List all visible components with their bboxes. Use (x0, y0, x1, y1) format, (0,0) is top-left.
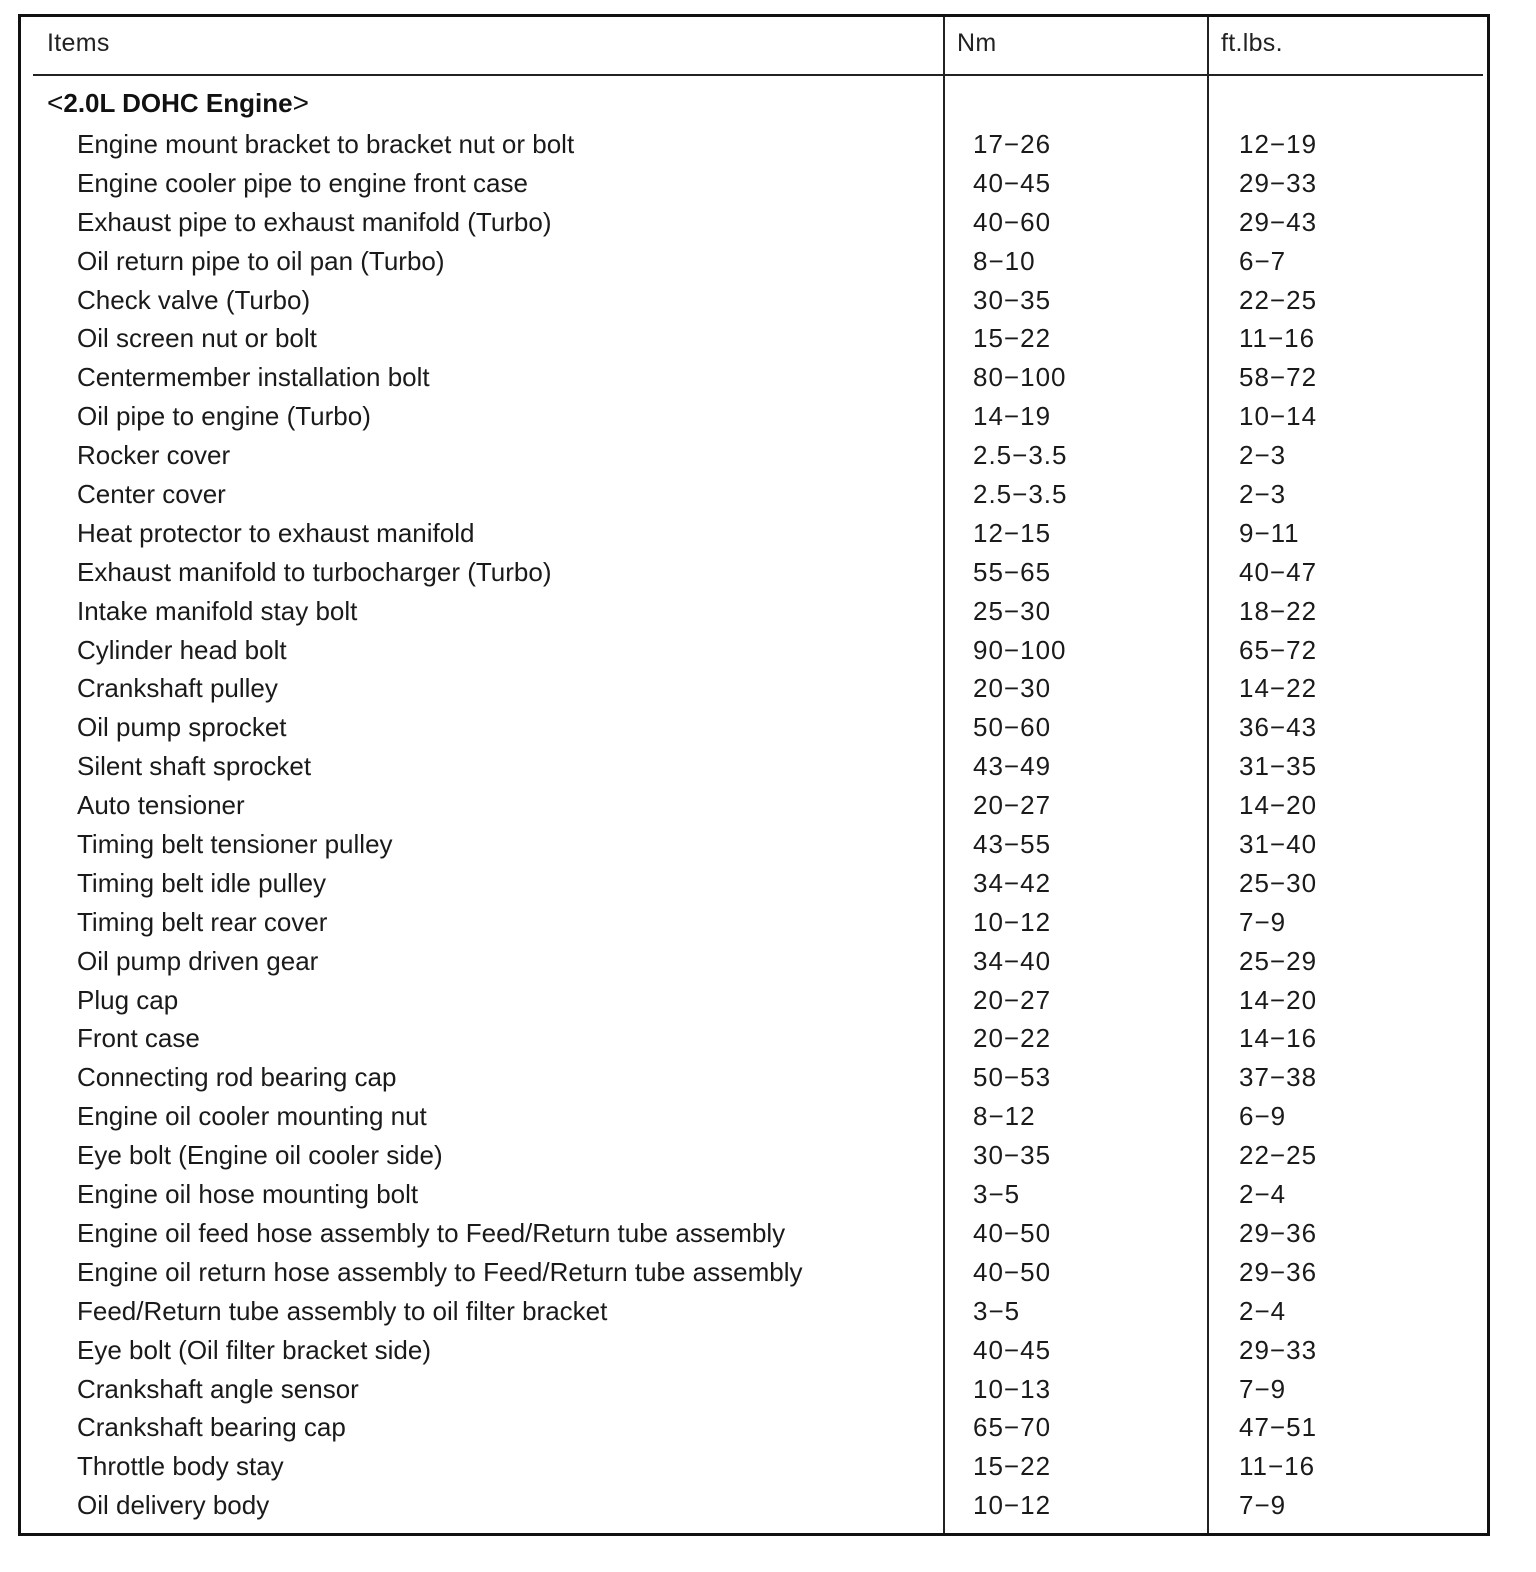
header-ftlbs: ft.lbs. (1221, 29, 1283, 57)
ftlbs-cell: 58−72 (1239, 362, 1318, 393)
table-row (21, 514, 1487, 553)
ftlbs-cell: 7−9 (1239, 1373, 1287, 1404)
header-nm: Nm (957, 29, 997, 57)
item-cell: Engine oil return hose assembly to Feed/Return tube assembly (77, 1256, 803, 1287)
ftlbs-cell: 14−20 (1239, 790, 1318, 821)
item-cell: Oil screen nut or bolt (77, 323, 317, 354)
table-row (21, 747, 1487, 786)
ftlbs-cell: 2−3 (1239, 440, 1287, 471)
table-row (21, 1214, 1487, 1253)
ftlbs-cell: 14−20 (1239, 984, 1318, 1015)
nm-cell: 10−13 (973, 1373, 1052, 1404)
nm-cell: 17−26 (973, 129, 1052, 159)
nm-cell: 90−100 (973, 634, 1067, 665)
item-cell: Centermember installation bolt (77, 362, 430, 393)
table-row (21, 592, 1487, 631)
table-row (21, 1292, 1487, 1331)
ftlbs-cell: 10−14 (1239, 401, 1318, 432)
ftlbs-cell: 47−51 (1239, 1412, 1318, 1443)
item-cell: Timing belt idle pulley (77, 867, 327, 898)
item-cell: Crankshaft pulley (77, 673, 278, 704)
table-row (21, 1447, 1487, 1486)
nm-cell: 8−12 (973, 1101, 1036, 1132)
table-row (21, 397, 1487, 436)
nm-cell: 10−12 (973, 1490, 1052, 1521)
nm-cell: 15−22 (973, 323, 1052, 354)
nm-cell: 20−27 (973, 984, 1052, 1015)
item-cell: Heat protector to exhaust manifold (77, 517, 475, 548)
nm-cell: 50−53 (973, 1062, 1052, 1093)
ftlbs-cell: 25−30 (1239, 867, 1318, 898)
ftlbs-cell: 31−40 (1239, 829, 1318, 860)
nm-cell: 30−35 (973, 284, 1052, 315)
nm-cell: 14−19 (973, 401, 1052, 432)
table-row (21, 1019, 1487, 1058)
nm-cell: 20−22 (973, 1023, 1052, 1054)
item-cell: Front case (77, 1023, 200, 1054)
table-row (21, 319, 1487, 358)
nm-cell: 40−45 (973, 167, 1052, 198)
ftlbs-cell: 18−22 (1239, 595, 1318, 626)
item-cell: Eye bolt (Engine oil cooler side) (77, 1140, 443, 1171)
item-cell: Rocker cover (77, 440, 231, 471)
nm-cell: 34−40 (973, 945, 1052, 976)
table-row (21, 203, 1487, 242)
nm-cell: 40−50 (973, 1256, 1052, 1287)
ftlbs-cell: 9−11 (1239, 517, 1300, 548)
nm-cell: 25−30 (973, 595, 1052, 626)
header-items: Items (47, 29, 110, 57)
nm-cell: 55−65 (973, 556, 1052, 587)
table-row (21, 1253, 1487, 1292)
table-row (21, 786, 1487, 825)
table-row (21, 358, 1487, 397)
item-cell: Oil pipe to engine (Turbo) (77, 401, 371, 432)
ftlbs-cell: 29−33 (1239, 1334, 1318, 1365)
ftlbs-cell: 11−16 (1239, 323, 1316, 354)
ftlbs-cell: 25−29 (1239, 945, 1318, 976)
nm-cell: 40−50 (973, 1217, 1052, 1248)
ftlbs-cell: 7−9 (1239, 906, 1287, 937)
item-cell: Connecting rod bearing cap (77, 1062, 397, 1093)
ftlbs-cell: 7−9 (1239, 1490, 1287, 1521)
nm-cell: 80−100 (973, 362, 1067, 393)
item-cell: Auto tensioner (77, 790, 245, 821)
table-row (21, 281, 1487, 320)
nm-cell: 2.5−3.5 (973, 440, 1068, 471)
ftlbs-cell: 14−16 (1239, 1023, 1318, 1054)
item-cell: Oil pump sprocket (77, 712, 287, 743)
table-row (21, 1408, 1487, 1447)
item-cell: Exhaust manifold to turbocharger (Turbo) (77, 556, 552, 587)
ftlbs-cell: 29−33 (1239, 167, 1318, 198)
ftlbs-cell: 12−19 (1239, 129, 1318, 159)
ftlbs-cell: 11−16 (1239, 1451, 1316, 1482)
item-cell: Timing belt tensioner pulley (77, 829, 393, 860)
item-cell: Intake manifold stay bolt (77, 595, 358, 626)
table-row (21, 1370, 1487, 1409)
item-cell: Feed/Return tube assembly to oil filter bracket (77, 1295, 608, 1326)
nm-cell: 15−22 (973, 1451, 1052, 1482)
nm-cell: 8−10 (973, 245, 1036, 276)
ftlbs-cell: 40−47 (1239, 556, 1318, 587)
nm-cell: 50−60 (973, 712, 1052, 743)
item-cell: Check valve (Turbo) (77, 284, 311, 315)
table-row (21, 125, 1487, 164)
ftlbs-cell: 6−7 (1239, 245, 1287, 276)
table-row (21, 1097, 1487, 1136)
table-row (21, 475, 1487, 514)
section-bracket-open: < (47, 87, 64, 118)
item-cell: Center cover (77, 479, 226, 510)
table-row (21, 864, 1487, 903)
table-row (21, 631, 1487, 670)
item-cell: Throttle body stay (77, 1451, 284, 1482)
nm-cell: 30−35 (973, 1140, 1052, 1171)
item-cell: Engine oil cooler mounting nut (77, 1101, 427, 1132)
nm-cell: 43−55 (973, 829, 1052, 860)
table-row (21, 164, 1487, 203)
item-cell: Engine mount bracket to bracket nut or bolt (77, 129, 575, 159)
ftlbs-cell: 65−72 (1239, 634, 1318, 665)
ftlbs-cell: 14−22 (1239, 673, 1318, 704)
table-body (21, 125, 1487, 1525)
item-cell: Plug cap (77, 984, 179, 1015)
item-cell: Eye bolt (Oil filter bracket side) (77, 1334, 432, 1365)
nm-cell: 40−60 (973, 206, 1052, 237)
section-bracket-close: > (292, 87, 309, 118)
item-cell: Silent shaft sprocket (77, 751, 312, 782)
table-row (21, 1486, 1487, 1525)
nm-cell: 20−30 (973, 673, 1052, 704)
table-row (21, 708, 1487, 747)
ftlbs-cell: 37−38 (1239, 1062, 1318, 1093)
table-row (21, 1058, 1487, 1097)
ftlbs-cell: 29−43 (1239, 206, 1318, 237)
nm-cell: 34−42 (973, 867, 1052, 898)
ftlbs-cell: 22−25 (1239, 284, 1318, 315)
item-cell: Engine oil hose mounting bolt (77, 1179, 419, 1210)
ftlbs-cell: 31−35 (1239, 751, 1318, 782)
item-cell: Engine oil feed hose assembly to Feed/Return tube assembly (77, 1217, 786, 1248)
item-cell: Crankshaft angle sensor (77, 1373, 359, 1404)
nm-cell: 12−15 (973, 517, 1052, 548)
table-row (21, 553, 1487, 592)
nm-cell: 10−12 (973, 906, 1052, 937)
ftlbs-cell: 29−36 (1239, 1256, 1318, 1287)
nm-cell: 43−49 (973, 751, 1052, 782)
nm-cell: 3−5 (973, 1295, 1021, 1326)
nm-cell: 2.5−3.5 (973, 479, 1068, 510)
table-row (21, 981, 1487, 1020)
item-cell: Cylinder head bolt (77, 634, 287, 665)
table-row (21, 942, 1487, 981)
nm-cell: 40−45 (973, 1334, 1052, 1365)
ftlbs-cell: 29−36 (1239, 1217, 1318, 1248)
nm-cell: 20−27 (973, 790, 1052, 821)
ftlbs-cell: 36−43 (1239, 712, 1318, 743)
table-row (21, 242, 1487, 281)
table-row (21, 1136, 1487, 1175)
item-cell: Engine cooler pipe to engine front case (77, 167, 528, 198)
item-cell: Oil delivery body (77, 1490, 270, 1521)
ftlbs-cell: 22−25 (1239, 1140, 1318, 1171)
nm-cell: 65−70 (973, 1412, 1052, 1443)
ftlbs-cell: 2−3 (1239, 479, 1287, 510)
table-row (21, 1331, 1487, 1370)
ftlbs-cell: 6−9 (1239, 1101, 1287, 1132)
torque-spec-table (18, 14, 1490, 1536)
section-title (47, 87, 309, 119)
item-cell: Timing belt rear cover (77, 906, 328, 937)
table-row (21, 825, 1487, 864)
ftlbs-cell: 2−4 (1239, 1295, 1287, 1326)
item-cell: Crankshaft bearing cap (77, 1412, 346, 1443)
item-cell: Oil pump driven gear (77, 945, 319, 976)
table-row (21, 436, 1487, 475)
item-cell: Exhaust pipe to exhaust manifold (Turbo) (77, 206, 552, 237)
table-row (21, 1175, 1487, 1214)
item-cell: Oil return pipe to oil pan (Turbo) (77, 245, 445, 276)
nm-cell: 3−5 (973, 1179, 1021, 1210)
ftlbs-cell: 2−4 (1239, 1179, 1287, 1210)
section-title-text: 2.0L DOHC Engine (63, 88, 293, 118)
table-row (21, 903, 1487, 942)
header-divider (33, 74, 1483, 76)
table-row (21, 669, 1487, 708)
